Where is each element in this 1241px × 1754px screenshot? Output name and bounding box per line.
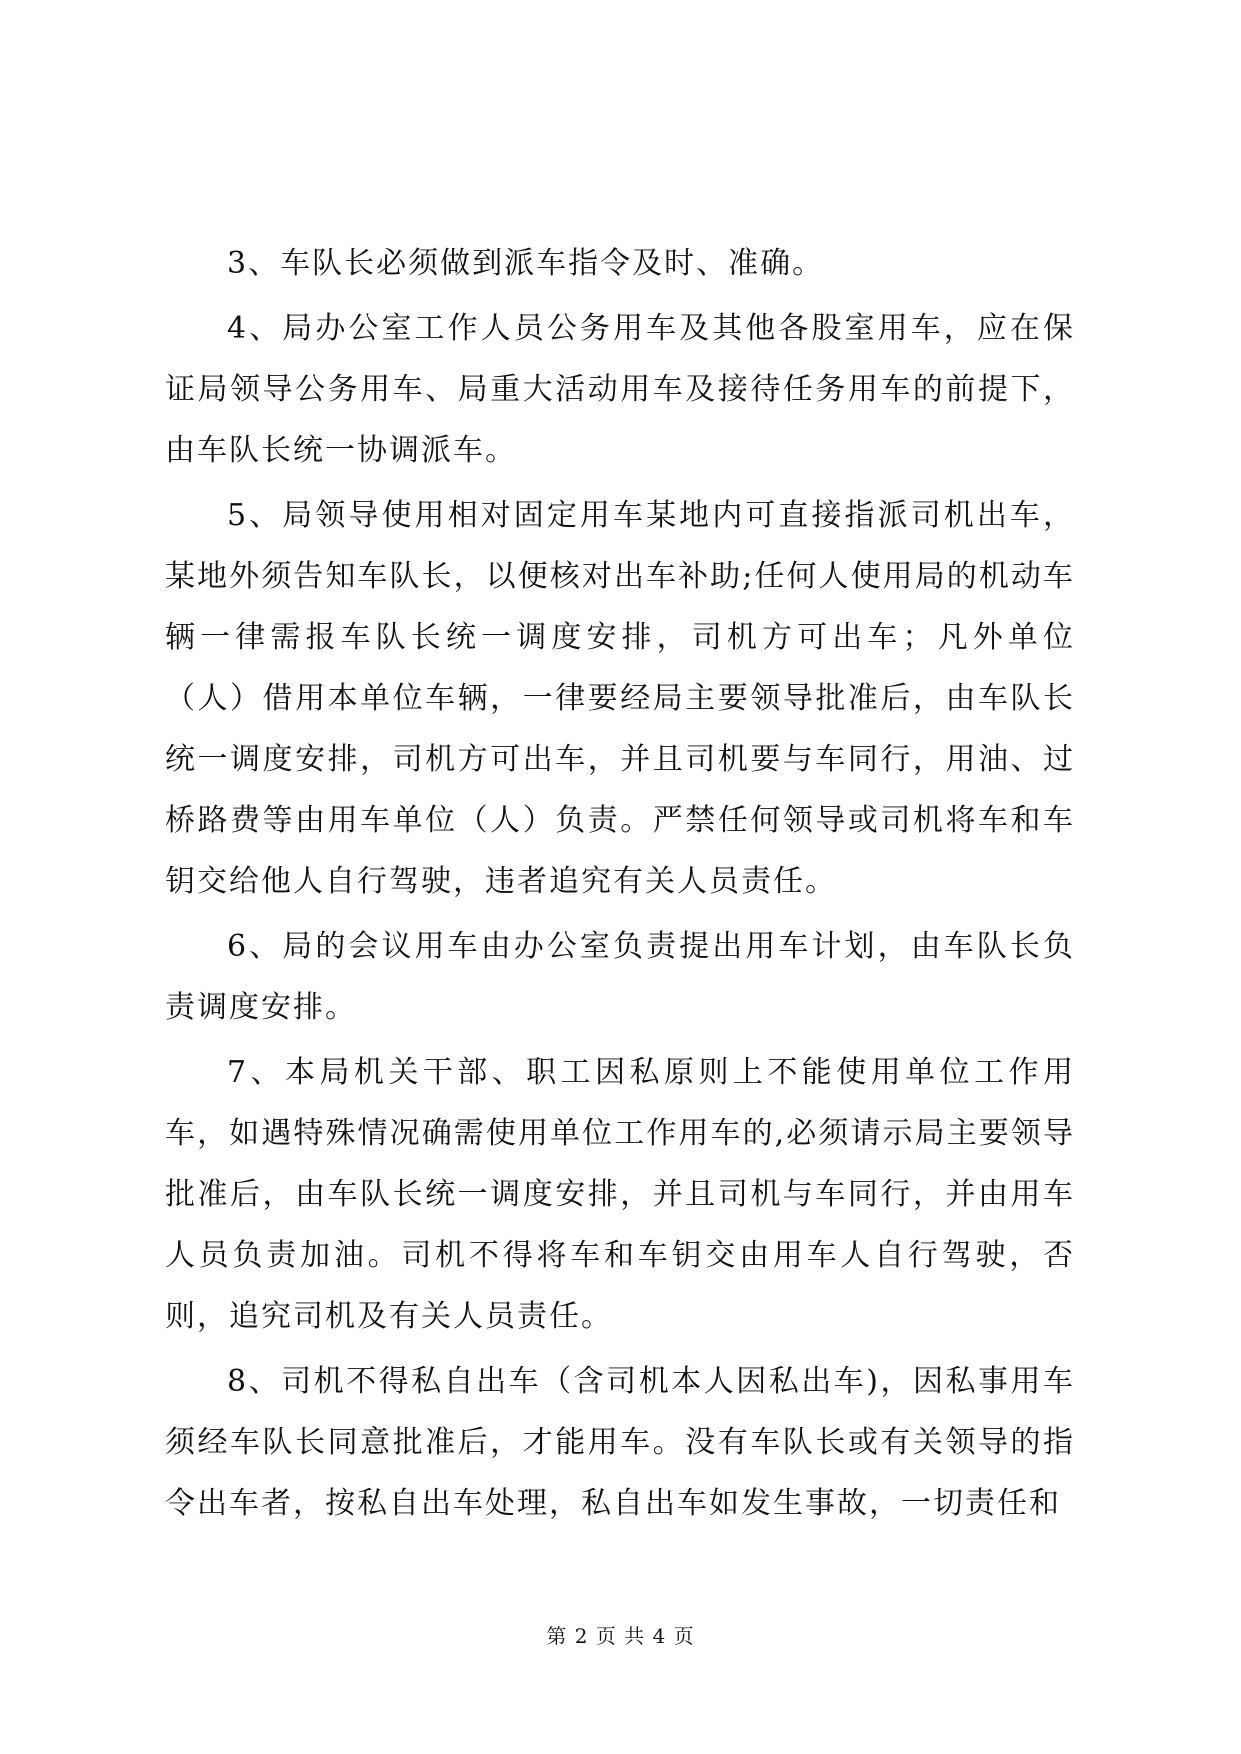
page-footer: 第 2 页 共 4 页 (546, 1624, 695, 1648)
paragraph-8: 8、司机不得私自出车（含司机本人因私出车)，因私事用车须经车队长同意批准后，才能用车。没有车队长或有关领导的指令出车者，按私自出车处理，私自出车如发生事故，一切责任和 (165, 1364, 1075, 1521)
paragraph-3: 3、车队长必须做到派车指令及时、准确。 (227, 246, 825, 281)
paragraph-5: 5、局领导使用相对固定用车某地内可直接指派司机出车，某地外须告知车队长，以便核对出车补助;任何人使用局的机动车辆一律需报车队长统一调度安排，司机方可出车；凡外单位（人）借用本单位车辆，一律要经局主要领导批准后，由车队长统一调度安排，司机方可出车，并且司机要与车同行，用油、过桥路费等由用车单位（人）负责。严禁任何领导或司机将车和车钥交给他人自行驾驶，违者追究有关人员责任。 (165, 498, 1075, 899)
paragraph-4: 4、局办公室工作人员公务用车及其他各股室用车，应在保证局领导公务用车、局重大活动用车及接待任务用车的前提下，由车队长统一协调派车。 (165, 311, 1075, 468)
document-body (165, 233, 1075, 1538)
paragraph-6: 6、局的会议用车由办公室负责提出用车计划，由车队长负责调度安排。 (165, 929, 1075, 1025)
paragraph-7: 7、本局机关干部、职工因私原则上不能使用单位工作用车，如遇特殊情况确需使用单位工作用车的,必须请示局主要领导批准后，由车队长统一调度安排，并且司机与车同行，并由用车人员负责加油。司机不得将车和车钥交由用车人自行驾驶，否则，追究司机及有关人员责任。 (165, 1055, 1075, 1334)
